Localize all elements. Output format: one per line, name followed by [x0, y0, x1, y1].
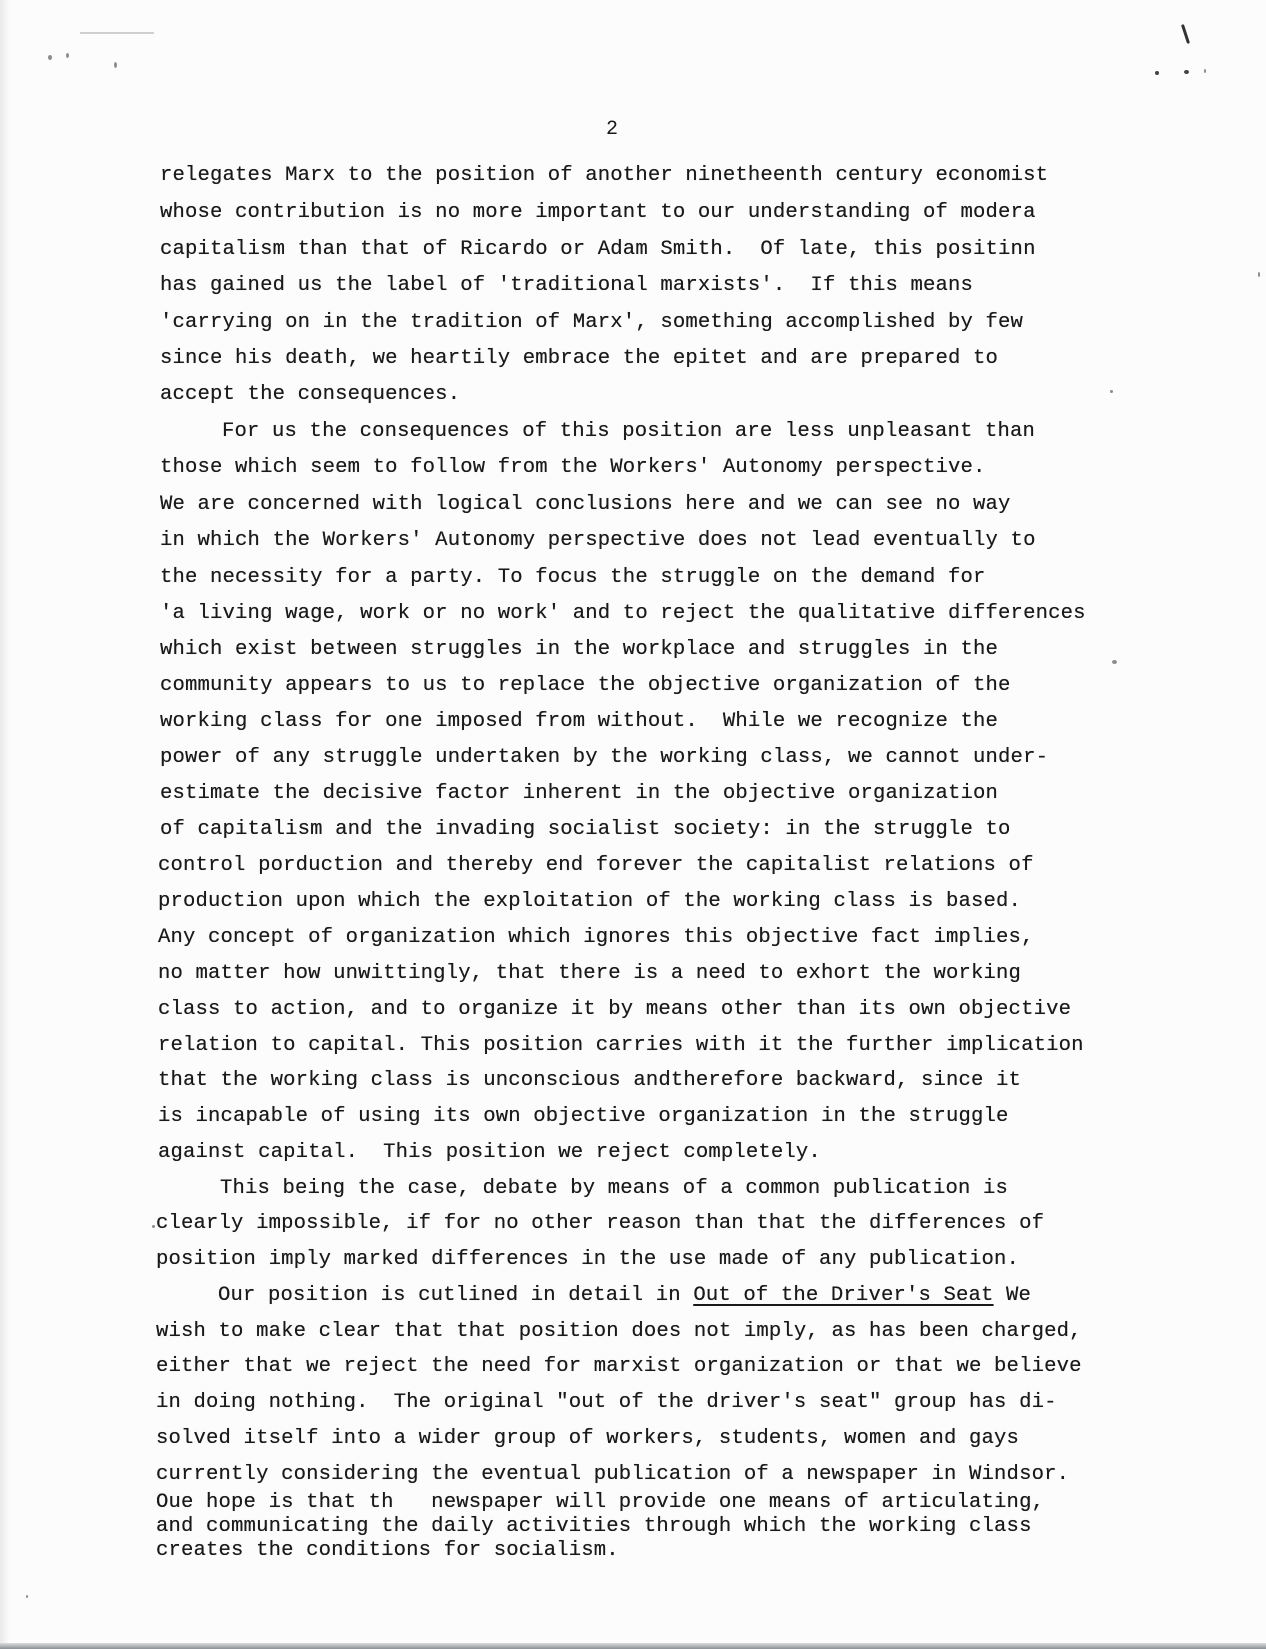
text-line: 'carrying on in the tradition of Marx', something accomplished by few — [160, 311, 1024, 334]
text-run: Our position is cutlined in detail in — [218, 1284, 694, 1307]
text-line: relation to capital. This position carries with it the further implication — [158, 1034, 1084, 1057]
scan-speck — [66, 53, 69, 58]
text-line: that the working class is unconscious andtherefore backward, since it — [158, 1069, 1022, 1092]
text-line: estimate the decisive factor inherent in the objective organization — [160, 782, 999, 805]
text-line: is incapable of using its own objective organization in the struggle — [158, 1105, 1009, 1128]
text-line: 'a living wage, work or no work' and to reject the qualitative differences — [160, 602, 1086, 625]
publication-title: Out of the Driver's Seat — [693, 1284, 994, 1307]
scan-speck — [1110, 390, 1113, 393]
text-line: production upon which the exploitation of the working class is based. — [158, 890, 1022, 913]
scan-speck — [152, 1225, 155, 1228]
text-line: relegates Marx to the position of another ninetheenth century economist — [160, 164, 1049, 187]
text-line: position imply marked differences in the use made of any publication. — [156, 1248, 1020, 1271]
text-line: either that we reject the need for marxist organization or that we believe — [156, 1355, 1082, 1378]
scan-speck — [114, 62, 117, 68]
text-line: community appears to us to replace the objective organization of the — [160, 674, 1011, 697]
page-bottom-edge — [0, 1643, 1266, 1649]
text-line: of capitalism and the invading socialist society: in the struggle to — [160, 818, 1011, 841]
scan-speck — [1112, 660, 1117, 664]
text-line: solved itself into a wider group of workers, students, women and gays — [156, 1427, 1020, 1450]
text-line: We are concerned with logical conclusions here and we can see no way — [160, 493, 1011, 516]
text-line: which exist between struggles in the workplace and struggles in the — [160, 638, 999, 661]
text-line: creates the conditions for socialism. — [156, 1539, 619, 1562]
text-line: no matter how unwittingly, that there is a need to exhort the working — [158, 962, 1022, 985]
page-left-shadow — [0, 0, 10, 1649]
text-line: control porduction and thereby end forever the capitalist relations of — [158, 854, 1034, 877]
text-line: those which seem to follow from the Workers' Autonomy perspective. — [160, 456, 986, 479]
scan-speck — [1181, 24, 1190, 44]
text-line: For us the consequences of this position are less unpleasant than — [222, 420, 1036, 443]
text-line: the necessity for a party. To focus the struggle on the demand for — [160, 566, 986, 589]
text-line: and communicating the daily activities through which the working class — [156, 1515, 1032, 1538]
text-line: working class for one imposed from without. While we recognize the — [160, 710, 999, 733]
scan-speck — [48, 55, 52, 60]
scan-speck — [1204, 69, 1206, 73]
text-line: has gained us the label of 'traditional marxists'. If this means — [160, 274, 974, 297]
scan-speck — [1184, 70, 1189, 74]
text-line — [218, 1283, 1031, 1309]
scan-artifact-line — [80, 32, 154, 34]
text-line: Any concept of organization which ignores this objective fact implies, — [158, 926, 1034, 949]
text-line: whose contribution is no more important to our understanding of modera — [160, 201, 1036, 224]
text-line: capitalism than that of Ricardo or Adam Smith. Of late, this positinn — [160, 238, 1036, 261]
page-number: 2 — [606, 118, 619, 141]
scan-speck — [1155, 71, 1159, 75]
text-line: against capital. This position we reject completely. — [158, 1141, 821, 1164]
text-line: clearly impossible, if for no other reason than that the differences of — [156, 1212, 1045, 1235]
text-line: since his death, we heartily embrace the epitet and are prepared to — [160, 347, 999, 370]
text-line: class to action, and to organize it by means other than its own objective — [158, 998, 1072, 1021]
scan-speck — [1258, 272, 1260, 277]
text-line: in doing nothing. The original "out of the driver's seat" group has di- — [156, 1391, 1057, 1414]
text-line: Oue hope is that th newspaper will provide one means of articulating, — [156, 1491, 1045, 1514]
scan-speck — [26, 1595, 28, 1598]
text-line: power of any struggle undertaken by the working class, we cannot under- — [160, 746, 1049, 769]
text-line: currently considering the eventual publication of a newspaper in Windsor. — [156, 1463, 1070, 1486]
text-run: We — [993, 1284, 1032, 1307]
text-line: This being the case, debate by means of a common publication is — [220, 1177, 1009, 1200]
text-line: accept the consequences. — [160, 383, 461, 406]
text-line: wish to make clear that that position does not imply, as has been charged, — [156, 1320, 1082, 1343]
text-line: in which the Workers' Autonomy perspective does not lead eventually to — [160, 529, 1036, 552]
